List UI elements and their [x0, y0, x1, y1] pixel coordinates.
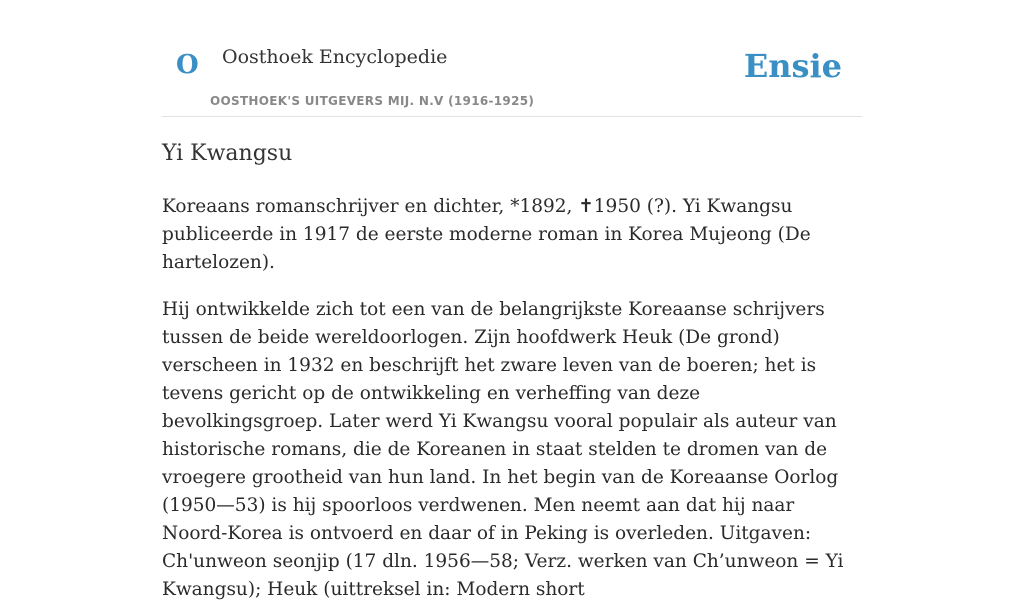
source-subtitle: OOSTHOEK'S UITGEVERS MIJ. N.V (1916-1925)	[210, 94, 535, 108]
entry-title: Yi Kwangsu	[162, 141, 293, 166]
source-header	[162, 0, 862, 117]
entry-content	[162, 138, 862, 604]
entry-paragraph: Hij ontwikkelde zich tot een van de belangrijkste Koreaanse schrijvers tussen de beide wereldoorlogen. Zijn hoofdwerk Heuk (De grond) verscheen in 1932 en beschrijft het zware leven van de boeren; het is tevens gericht op de ontwikkeling en verheffing van deze bevolkingsgroep. Later werd Yi Kwangsu vooral populair als auteur van historische romans, die de Koreanen in staat stelden te dromen van de vroegere grootheid van hun land. In het begin van de Koreaanse Oorlog (1950—53) is hij spoorloos verdwenen. Men neemt aan dat hij naar Noord-Korea is ontvoerd en daar of in Peking is overleden. Uitgaven: Ch'unweon seonjip (17 dln. 1956—58; Verz. werken van Ch’unweon = Yi Kwangsu); Heuk (uittreksel in: Modern short	[162, 299, 844, 600]
ensie-brand-logo[interactable]: Ensie	[743, 47, 842, 85]
entry-paragraph: Koreaans romanschrijver en dichter, *1892, ✝1950 (?). Yi Kwangsu publiceerde in 1917 de eerste moderne roman in Korea Mujeong (De hartelozen).	[162, 196, 811, 273]
source-logo[interactable]: O	[176, 50, 199, 80]
source-title-link[interactable]: Oosthoek Encyclopedie	[222, 46, 448, 68]
